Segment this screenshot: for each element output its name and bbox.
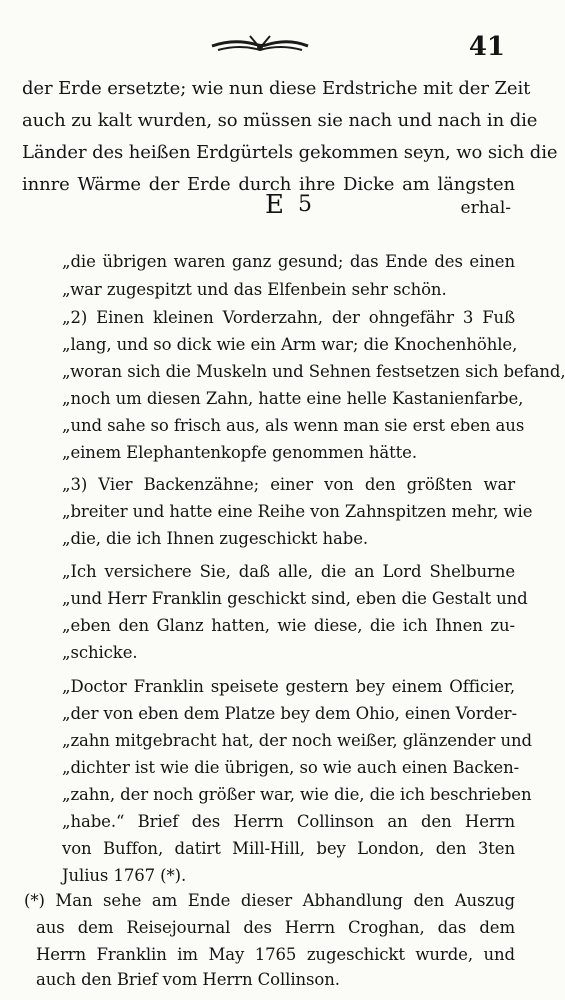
quote-line: „woran sich die Muskeln und Sehnen festsetzen sich befand, [62,362,565,381]
quote-line: „zahn, der noch größer war, wie die, die ich beschrieben [62,785,532,804]
quote-line: „2) Einen kleinen Vorderzahn, der ohngefähr 3 Fuß [62,308,515,327]
quote-line: Julius 1767 (*). [62,866,187,885]
footnote-line: auch den Brief vom Herrn Collinson. [36,970,340,989]
footnote-line: Herrn Franklin im May 1765 zugeschickt wurde, und [36,945,515,964]
quote-line: „zahn mitgebracht hat, der noch weißer, glänzender und [62,731,532,750]
catchword: erhal- [460,198,511,218]
signature-mark: E [265,190,284,220]
quote-line: „der von eben dem Platze bey dem Ohio, einen Vorder- [62,704,517,723]
quote-line: „die übrigen waren ganz gesund; das Ende des einen [62,252,515,271]
quote-line: von Buffon, datirt Mill-Hill, bey London, den 3ten [62,839,515,858]
quote-line: „noch um diesen Zahn, hatte eine helle Kastanienfarbe, [62,389,524,408]
ornament-icon [210,32,310,58]
quote-line: „Ich versichere Sie, daß alle, die an Lord Shelburne [62,562,515,581]
quote-line: „lang, und so dick wie ein Arm war; die Knochenhöhle, [62,335,518,354]
footnote-line: (*) Man sehe am Ende dieser Abhandlung den Auszug [24,891,515,910]
quote-line: „und Herr Franklin geschickt sind, eben die Gestalt und [62,589,528,608]
quote-line: „eben den Glanz hatten, wie diese, die ich Ihnen zu- [62,616,515,635]
quote-line: „Doctor Franklin speisete gestern bey einem Officier, [62,677,515,696]
quote-line: „die, die ich Ihnen zugeschickt habe. [62,529,368,548]
page-number: 41 [468,32,505,62]
footnote-line: aus dem Reisejournal des Herrn Croghan, das dem [36,918,515,937]
text-line: innre Wärme der Erde durch ihre Dicke am längsten [22,174,515,195]
page-header [0,26,527,66]
text-line: der Erde ersetzte; wie nun diese Erdstriche mit der Zeit [22,78,531,99]
quote-line: „einem Elephantenkopfe genommen hätte. [62,443,417,462]
signature-number: 5 [298,192,312,217]
quote-line: „dichter ist wie die übrigen, so wie auch einen Backen- [62,758,520,777]
quote-line: „3) Vier Backenzähne; einer von den größten war [62,475,515,494]
quote-line: „habe.“ Brief des Herrn Collinson an den Herrn [62,812,515,831]
text-line: auch zu kalt wurden, so müssen sie nach und nach in die [22,110,538,131]
quote-line: „schicke. [62,643,138,662]
text-line: Länder des heißen Erdgürtels gekommen seyn, wo sich die [22,142,558,163]
quote-line: „war zugespitzt und das Elfenbein sehr schön. [62,280,447,299]
quote-line: „breiter und hatte eine Reihe von Zahnspitzen mehr, wie [62,502,533,521]
quote-line: „und sahe so frisch aus, als wenn man sie erst eben aus [62,416,525,435]
